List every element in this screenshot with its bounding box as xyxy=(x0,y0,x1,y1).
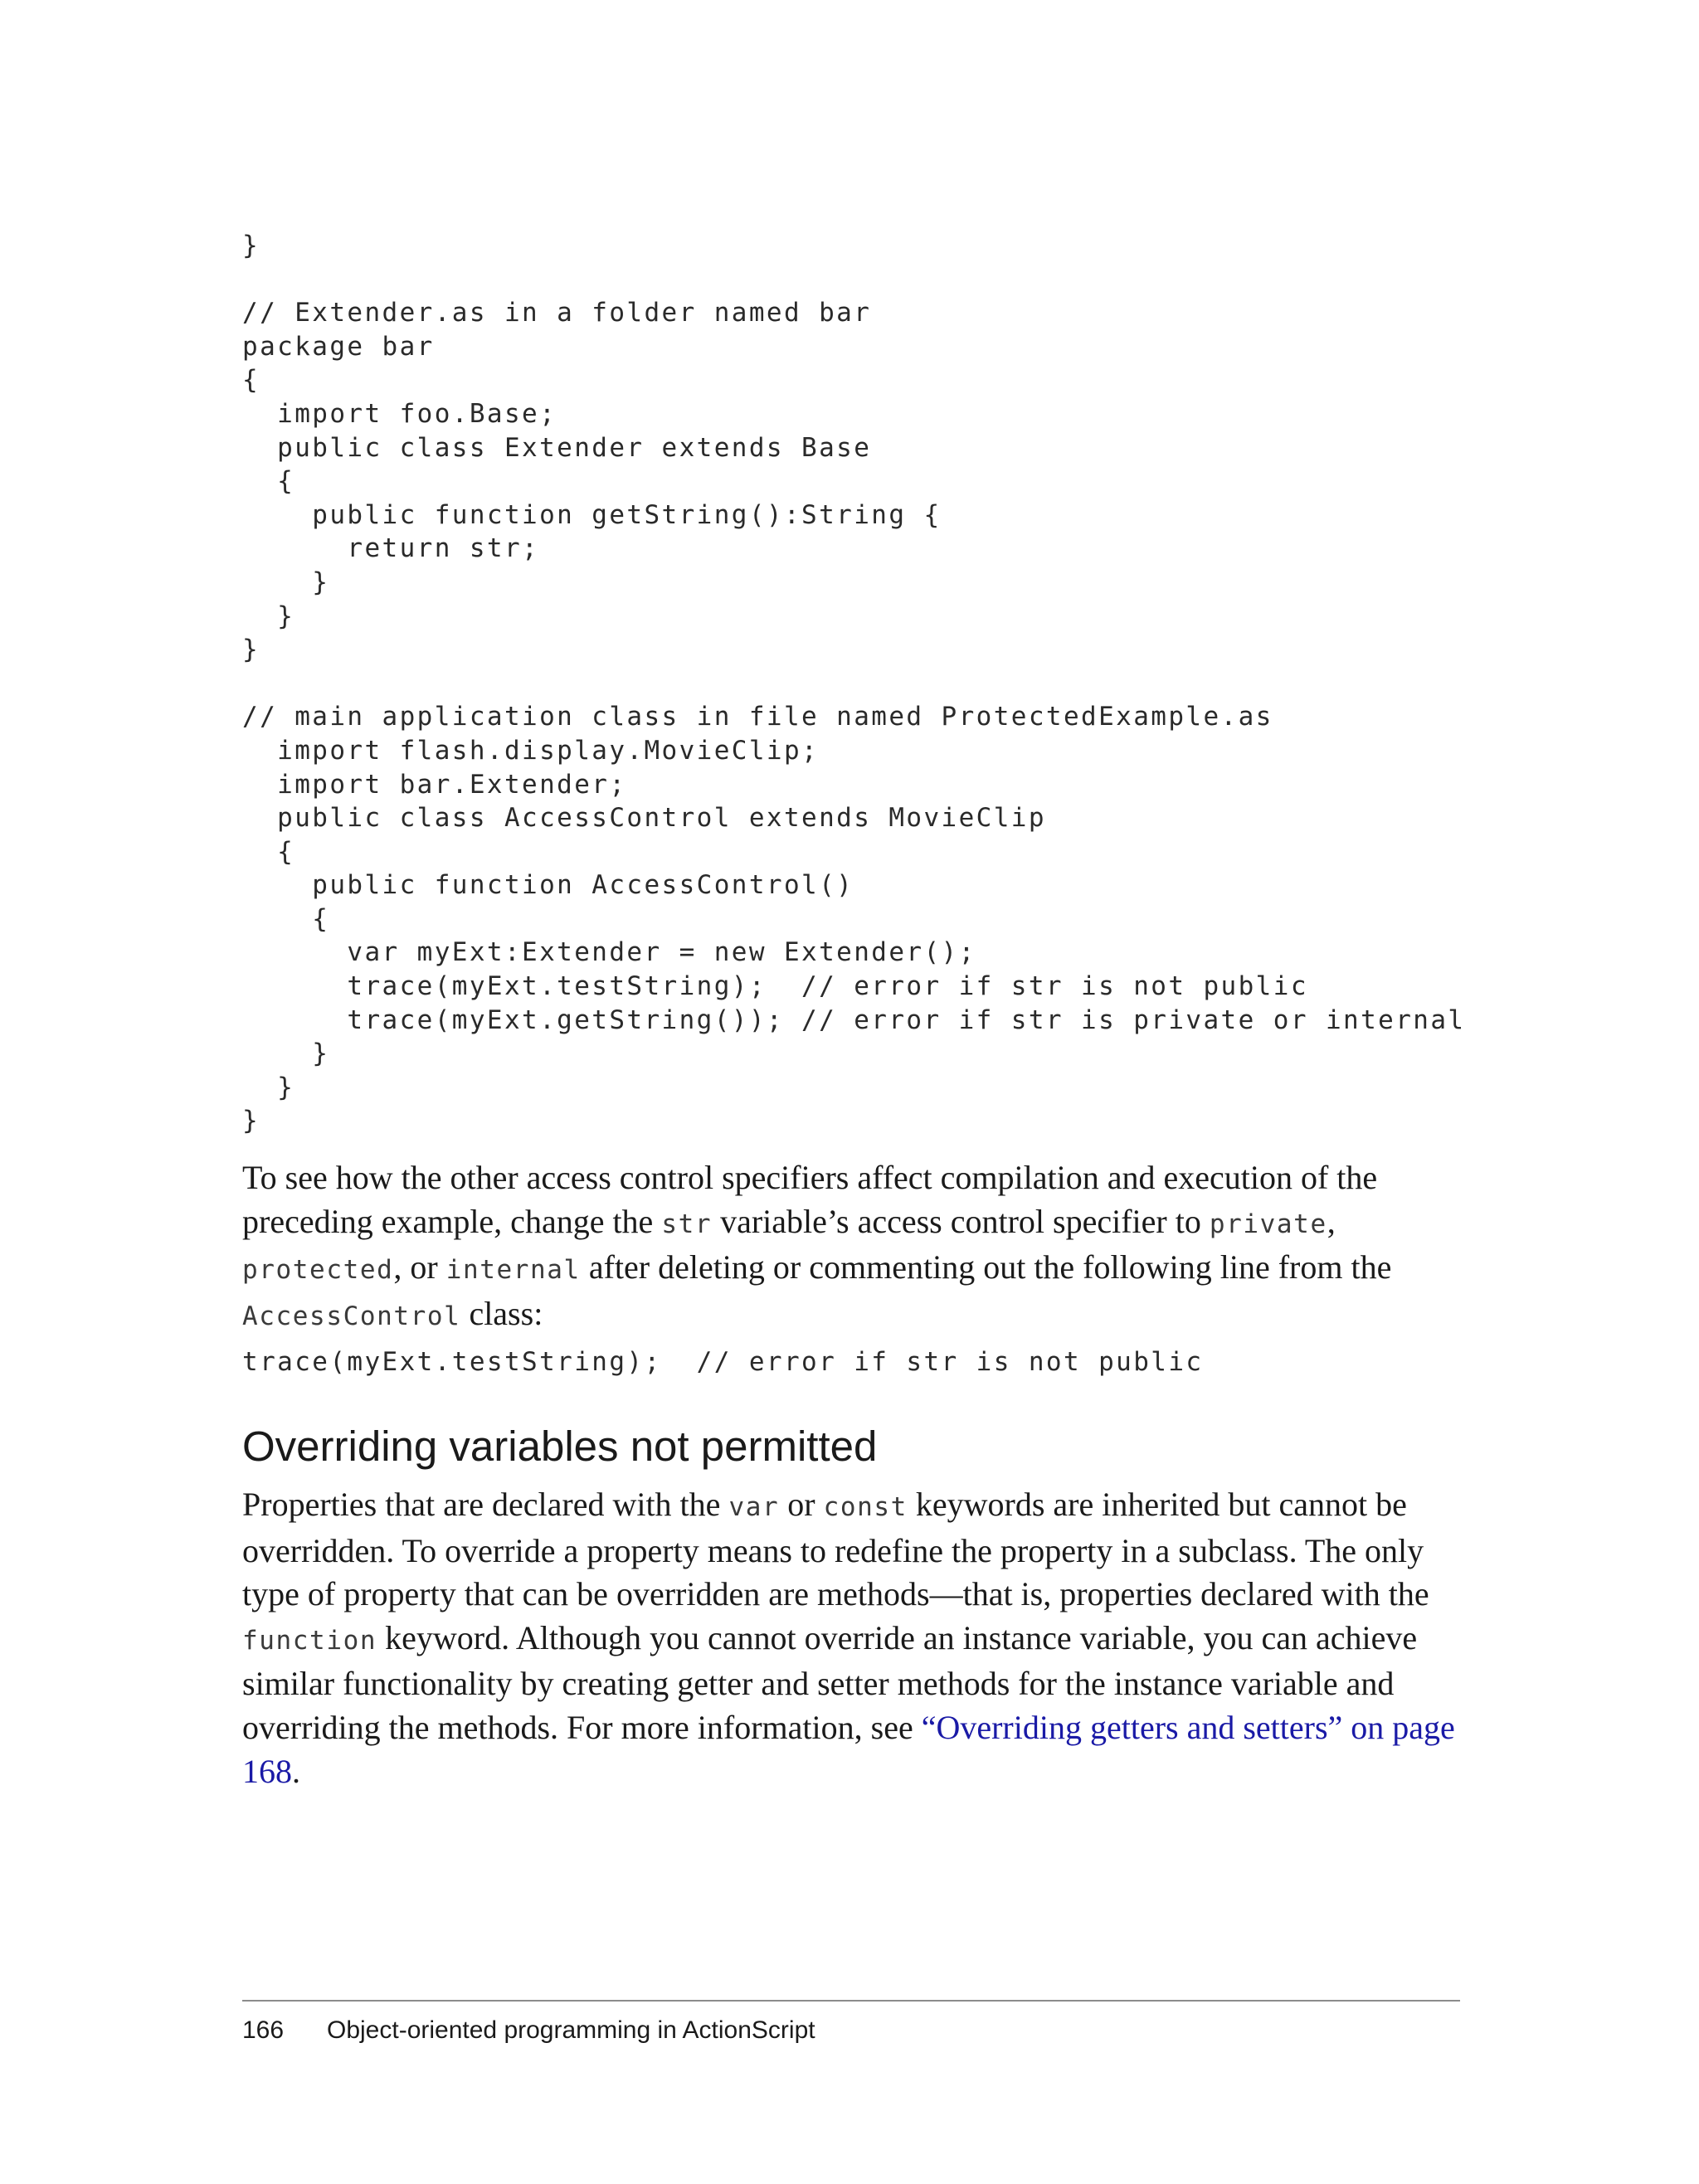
inline-code-var: var xyxy=(728,1492,780,1522)
para2-text-5: . xyxy=(292,1752,300,1790)
inline-code-protected: protected xyxy=(242,1255,394,1286)
code-line: } xyxy=(242,567,330,597)
code-line: { xyxy=(242,365,260,396)
section-heading: Overriding variables not permitted xyxy=(242,1423,878,1470)
cross-reference-link[interactable]: “Overriding getters and setters” on page 168 xyxy=(242,1708,1455,1790)
paragraph-access-specifiers xyxy=(242,1156,1460,1338)
code-line: } xyxy=(242,231,260,260)
para1-text-4: , or xyxy=(393,1248,446,1287)
footer-divider xyxy=(242,2000,1460,2002)
chapter-title: Object-oriented programming in ActionScript xyxy=(327,2016,815,2044)
code-line: } xyxy=(242,1072,295,1102)
code-line: public function getString():String { xyxy=(242,499,942,530)
para2-text-1: Properties that are declared with the xyxy=(242,1486,729,1523)
code-line: trace(myExt.getString()); // error if str is private or internal xyxy=(242,1004,1466,1035)
para1-text-1: To see how the other access control specifiers affect compilation and execution of the preceding example, change the xyxy=(242,1159,1378,1240)
inline-code-accesscontrol: AccessControl xyxy=(242,1301,461,1331)
inline-code-function: function xyxy=(242,1625,377,1656)
code-line: public class AccessControl extends MovieClip xyxy=(242,803,1046,834)
para1-text-6: class: xyxy=(460,1294,543,1332)
code-line: package bar xyxy=(242,331,435,362)
code-line: { xyxy=(242,903,330,934)
code-line: } xyxy=(242,1038,330,1069)
inline-code-private: private xyxy=(1209,1209,1327,1239)
para2-text-3: keywords are inherited but cannot be overridden. To override a property means to redefine the property in a subclass. The only type of property that can be overridden are methods—that is, properties declared with the xyxy=(242,1486,1429,1613)
code-line: } xyxy=(242,635,260,665)
para2-text-2: or xyxy=(779,1486,824,1523)
para1-text-5: after deleting or commenting out the following line from the xyxy=(580,1248,1392,1287)
code-line: import flash.display.MovieClip; xyxy=(242,735,820,766)
code-line: } xyxy=(242,1106,260,1136)
para1-text-2: variable’s access control specifier to xyxy=(712,1202,1210,1240)
page-number: 166 xyxy=(242,2016,285,2044)
para2-text-4: keyword. Although you cannot override an instance variable, you can achieve similar functionality by creating getter and setter methods for the instance variable and overriding the methods. For more information, see xyxy=(242,1618,1418,1746)
paragraph-overriding-variables xyxy=(242,1483,1460,1793)
code-line xyxy=(242,667,1465,701)
code-line: import bar.Extender; xyxy=(242,769,627,800)
code-line: public function AccessControl() xyxy=(242,870,854,901)
code-line: } xyxy=(242,601,295,631)
code-line: { xyxy=(242,466,295,497)
code-line: // main application class in file named ProtectedExample.as xyxy=(242,702,1273,732)
code-snippet: trace(myExt.testString); // error if str is not public xyxy=(242,1347,1204,1377)
code-line: return str; xyxy=(242,533,540,564)
code-line: { xyxy=(242,836,295,867)
page-footer xyxy=(242,2014,815,2047)
code-line: // Extender.as in a folder named bar xyxy=(242,298,872,328)
code-line: var myExt:Extender = new Extender(); xyxy=(242,937,976,968)
code-line: import foo.Base; xyxy=(242,398,557,429)
inline-code-str: str xyxy=(661,1209,713,1239)
code-line: public class Extender extends Base xyxy=(242,432,872,463)
document-page xyxy=(242,0,1466,2184)
inline-code-internal: internal xyxy=(445,1255,581,1286)
inline-code-const: const xyxy=(823,1492,908,1522)
code-line xyxy=(242,263,1465,297)
para1-text-3: , xyxy=(1327,1202,1336,1240)
code-line: trace(myExt.testString); // error if str is not public xyxy=(242,971,1308,1002)
code-block xyxy=(242,229,1465,1138)
